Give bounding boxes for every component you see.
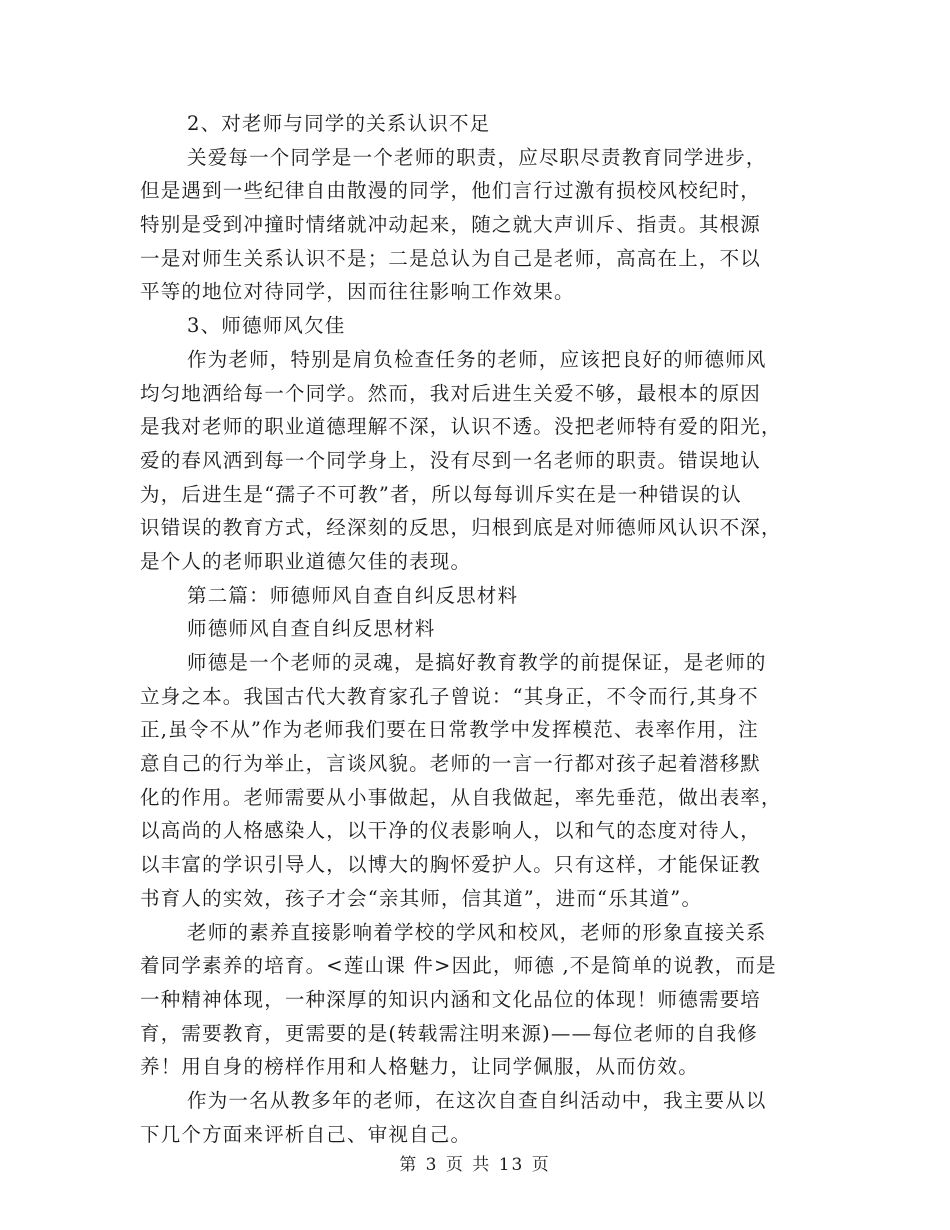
text-line: 3、师德师风欠佳 xyxy=(187,314,346,338)
text-line: 平等的地位对待同学，因而往往影响工作效果。 xyxy=(140,280,575,304)
text-line: 是个人的老师职业道德欠佳的表现。 xyxy=(140,549,472,573)
text-line: 特别是受到冲撞时情绪就冲动起来，随之就大声训斥、指责。其根源 xyxy=(140,213,762,237)
text-line: 师德师风自查自纠反思材料 xyxy=(187,617,436,641)
text-line: 作为一名从教多年的老师，在这次自查自纠活动中，我主要从以 xyxy=(187,1088,767,1112)
text-line: 立身之本。我国古代大教育家孔子曾说：“其身正，不令而行,其身不 xyxy=(140,684,759,708)
text-line: 师德是一个老师的灵魂，是搞好教育教学的前提保证，是老师的 xyxy=(187,651,767,674)
page-footer: 第 3 页 共 13 页 xyxy=(399,1155,551,1175)
text-line: 2、对老师与同学的关系认识不足 xyxy=(187,112,491,135)
text-line: 是我对老师的职业道德理解不深，认识不透。没把老师特有爱的阳光， xyxy=(140,415,782,439)
text-line: 育，需要教育，更需要的是(转载需注明来源)——每位老师的自我修 xyxy=(140,1021,758,1045)
text-line: 下几个方面来评析自己、审视自己。 xyxy=(140,1122,472,1146)
text-line: 老师的素养直接影响着学校的学风和校风，老师的形象直接关系 xyxy=(187,920,767,944)
text-line: 书育人的实效，孩子才会“亲其师，信其道”，进而“乐其道”。 xyxy=(140,886,703,910)
text-line: 作为老师，特别是肩负检查任务的老师，应该把良好的师德师风 xyxy=(187,347,767,371)
text-line: 关爱每一个同学是一个老师的职责，应尽职尽责教育同学进步， xyxy=(187,145,767,169)
document-body xyxy=(140,107,812,1151)
text-line: 正,虽令不从”作为老师我们要在日常教学中发挥模范、表率作用，注 xyxy=(140,718,759,742)
text-line: 均匀地洒给每一个同学。然而，我对后进生关爱不够，最根本的原因 xyxy=(140,381,762,405)
text-line: 以丰富的学识引导人，以博大的胸怀爱护人。只有这样，才能保证教 xyxy=(140,853,762,877)
text-line: 第二篇：师德师风自查自纠反思材料 xyxy=(187,583,519,607)
text-line: 养！用自身的榜样作用和人格魅力，让同学佩服，从而仿效。 xyxy=(140,1055,699,1079)
text-line: 为，后进生是“孺子不可教”者，所以每每训斥实在是一种错误的认 xyxy=(140,482,742,506)
text-line: 一种精神体现，一种深厚的知识内涵和文化品位的体现！师德需要培 xyxy=(140,987,762,1011)
text-line: 但是遇到一些纪律自由散漫的同学，他们言行过激有损校风校纪时， xyxy=(140,179,762,203)
text-line: 意自己的行为举止，言谈风貌。老师的一言一行都对孩子起着潜移默 xyxy=(140,752,762,776)
text-line: 化的作用。老师需要从小事做起，从自我做起，率先垂范，做出表率， xyxy=(140,785,782,809)
text-line: 以高尚的人格感染人，以干净的仪表影响人，以和气的态度对待人， xyxy=(140,819,762,843)
text-line: 着同学素养的培育。<莲山课 件>因此，师德 ,不是简单的说教，而是 xyxy=(140,954,777,978)
text-line: 一是对师生关系认识不是；二是总认为自己是老师，高高在上，不以 xyxy=(140,246,762,270)
text-line: 识错误的教育方式，经深刻的反思，归根到底是对师德师风认识不深， xyxy=(140,516,782,540)
text-line: 爱的春风洒到每一个同学身上，没有尽到一名老师的职责。错误地认 xyxy=(140,448,762,472)
